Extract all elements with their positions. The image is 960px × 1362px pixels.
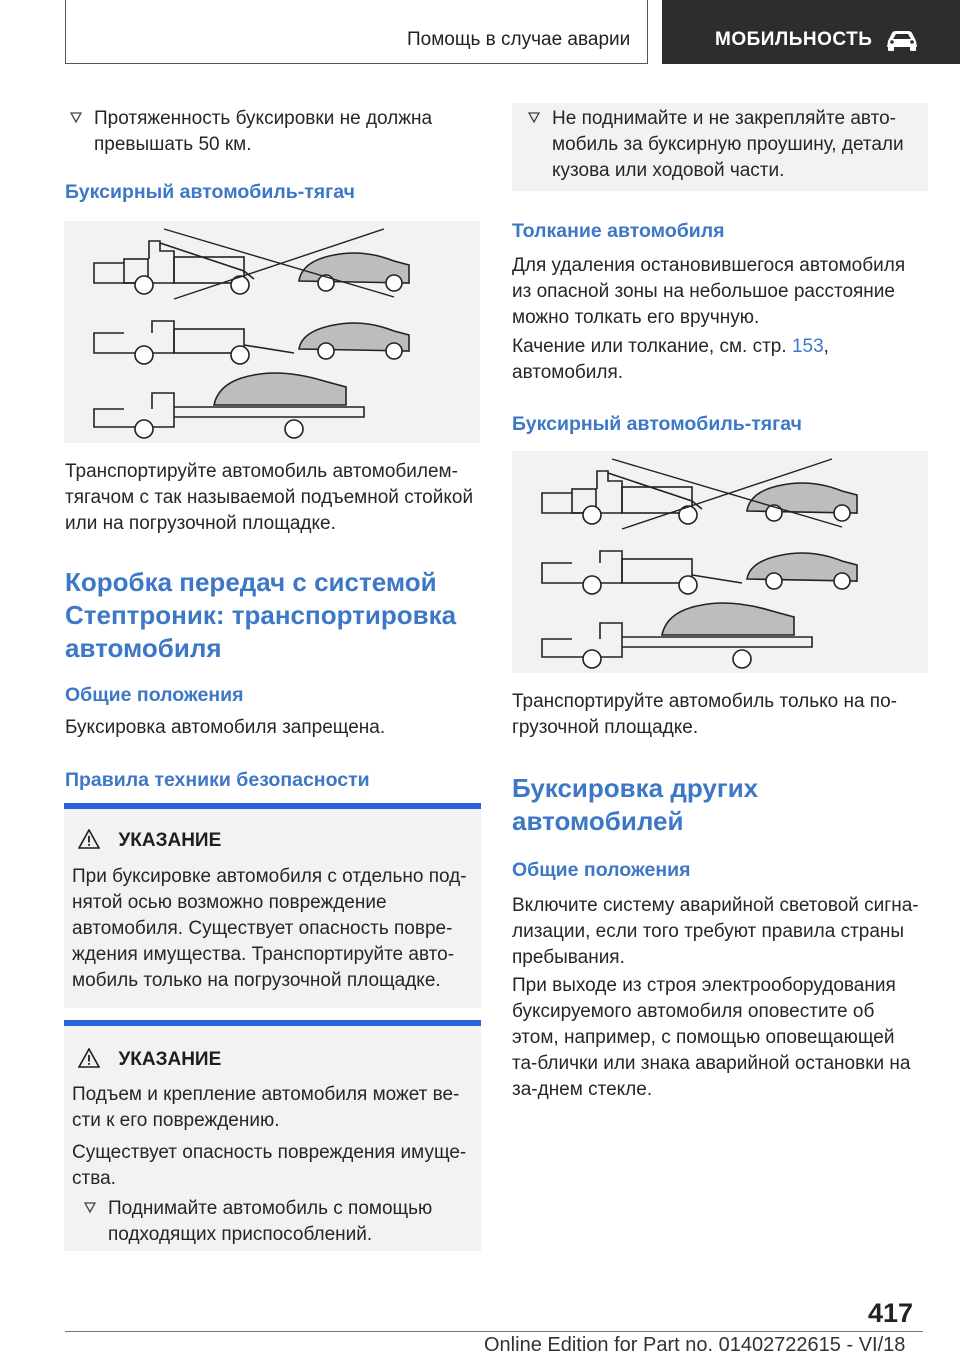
tow-truck-illustration — [512, 451, 928, 673]
warning-box — [64, 1026, 481, 1251]
note-box — [512, 103, 928, 191]
bullet-text: Поднимайте автомобиль с помощью подходящих приспособлений. — [108, 1198, 433, 1245]
rolling-prefix: Качение или толкание, см. стр. — [512, 336, 787, 357]
triangle-bullet-icon — [84, 1202, 96, 1214]
triangle-bullet-icon — [528, 112, 540, 124]
heading-towing-line-2: автомобилей — [512, 806, 684, 836]
tow-truck-illustration — [64, 221, 480, 443]
bullet-text: Не поднимайте и не закрепляйте авто-мобиль за буксирную проушину, детали кузова или ходовой части. — [552, 108, 904, 181]
triangle-bullet-icon — [70, 112, 82, 124]
warning-triangle-icon — [78, 1048, 100, 1068]
footer-divider — [65, 1331, 923, 1332]
tow-truck-paragraph: Транспортируйте автомобиль автомобилем-тягачом с так называемой подъемной стойкой или на погрузочной площадке. — [65, 461, 474, 534]
rolling-paragraph — [512, 334, 922, 386]
warning-text: Существует опасность повреждения имуще-ства. — [72, 1142, 467, 1189]
heading-safety: Правила техники безопасности — [65, 769, 370, 791]
general-right-paragraph-1: Включите систему аварийной световой сигна-лизации, если того требуют правила страны пребывания. — [512, 895, 919, 968]
figure-tow-truck-methods — [64, 221, 480, 443]
heading-steptronic-line-1: Коробка передач с системой — [65, 567, 437, 597]
tow-truck-right-paragraph: Транспортируйте автомобиль только на по-грузочной площадке. — [512, 691, 897, 738]
heading-pushing: Толкание автомобиля — [512, 220, 725, 242]
heading-towing-others — [512, 772, 928, 838]
bullet-distance — [64, 106, 484, 158]
footer-edition: Online Edition for Part no. 01402722615 - VI/18 — [484, 1334, 906, 1356]
warning-bullet — [78, 1196, 448, 1248]
figure-tow-truck-methods-right — [512, 451, 928, 673]
chapter-title: Помощь в случае аварии — [407, 29, 631, 50]
section-tab — [662, 0, 960, 64]
heading-steptronic-line-2: Стептроник: транспортировка — [65, 600, 457, 630]
warning-header — [78, 829, 221, 852]
pushing-paragraph: Для удаления остановившегося автомобиля из опасной зоны на небольшое расстояние можно толкать его вручную. — [512, 255, 906, 328]
bullet-text: Протяженность буксировки не должна превышать 50 км. — [94, 108, 433, 155]
general-right-paragraph-2: При выходе из строя электрооборудования буксируемого автомобиля оповестите об этом, например, с помощью оповещающей та-блички или знака аварийной остановки на за-днем стекле. — [512, 975, 911, 1100]
warning-title: УКАЗАНИЕ — [118, 830, 222, 851]
heading-tow-truck-right: Буксирный автомобиль-тягач — [512, 413, 802, 435]
rolling-suffix: , — [823, 336, 829, 357]
page-link[interactable]: 153 — [791, 336, 824, 357]
heading-towing-line-1: Буксировка других — [512, 773, 759, 803]
section-title: МОБИЛЬНОСТЬ — [715, 29, 873, 50]
page-number: 417 — [868, 1298, 914, 1328]
general-paragraph: Буксировка автомобиля запрещена. — [65, 717, 386, 738]
warning-triangle-icon — [78, 829, 100, 849]
rolling-line-2: автомобиля. — [512, 362, 624, 383]
heading-general-right: Общие положения — [512, 859, 691, 881]
heading-general: Общие положения — [65, 684, 244, 706]
bullet-no-lift — [522, 106, 932, 184]
warning-header — [78, 1048, 221, 1071]
heading-tow-truck: Буксирный автомобиль-тягач — [65, 181, 355, 203]
warning-text: Подъем и крепление автомобиля может ве-сти к его повреждению. — [72, 1084, 460, 1131]
warning-text: При буксировке автомобиля с отдельно под-нятой осью возможно повреждение автомобиля. Существует опасность повре-ждения имущества. Транспортируйте авто-мобиль только на погрузочной площадке. — [72, 866, 467, 991]
warning-title: УКАЗАНИЕ — [118, 1049, 222, 1070]
warning-box — [64, 809, 481, 1008]
heading-steptronic — [65, 566, 481, 665]
car-icon — [885, 28, 919, 52]
heading-steptronic-line-3: автомобиля — [65, 633, 222, 663]
